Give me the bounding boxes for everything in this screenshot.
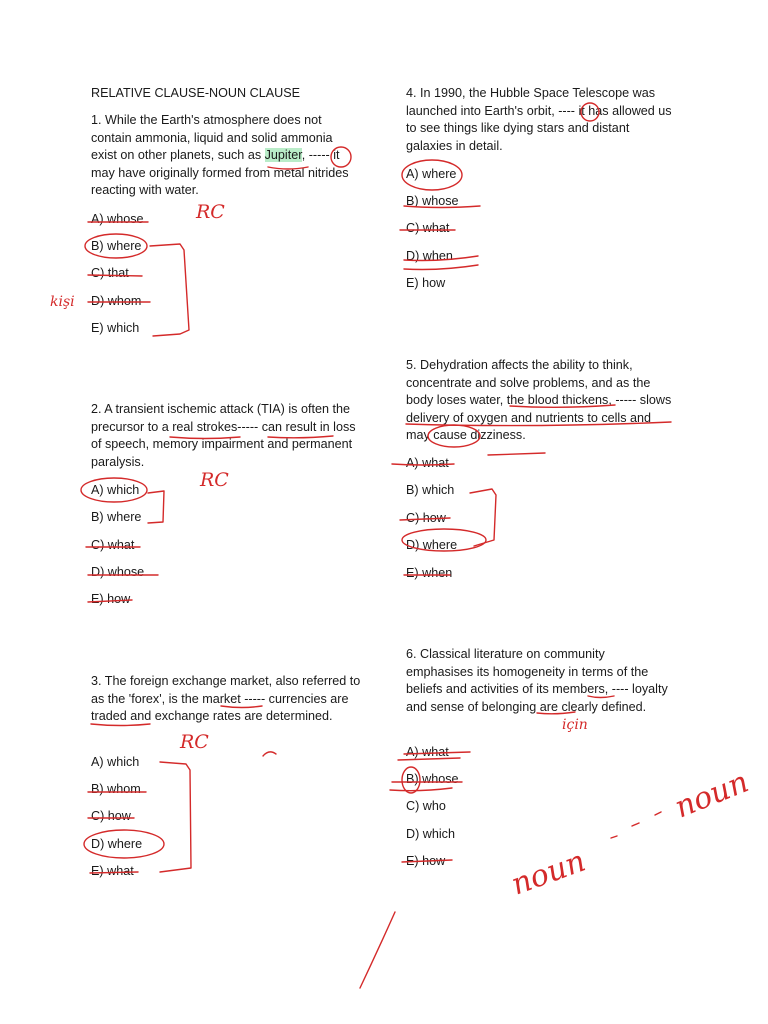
bracket-q1 [150, 244, 189, 336]
option-c[interactable]: C) who [406, 799, 446, 813]
option-d[interactable]: D) whom [91, 294, 142, 308]
option-b[interactable]: B) where [91, 510, 142, 524]
question-4-stem: 4. In 1990, the Hubble Space Telescope was launched into Earth's orbit, ---- it has allowed us to see things like dying stars and distant galaxies in detail. [406, 86, 672, 153]
option-a[interactable]: A) what [406, 745, 449, 759]
option-a[interactable]: A) which [91, 483, 140, 497]
margin-note-kisi: kişi [50, 294, 75, 310]
question-1-stem-part-a: 1. While the Earth's atmosphere does not contain ammonia, liquid and solid ammonia exist on other planets, such as [91, 113, 333, 162]
option-e[interactable]: E) how [406, 854, 446, 868]
option-b[interactable]: B) whom [91, 782, 141, 796]
long-stray-stroke [360, 912, 395, 988]
option-a[interactable]: A) whose [91, 212, 144, 226]
highlighted-word: Jupiter [264, 148, 302, 162]
option-c[interactable]: C) what [406, 221, 450, 235]
bracket-q3 [160, 762, 191, 872]
option-d[interactable]: D) which [406, 827, 455, 841]
option-a[interactable]: A) what [406, 456, 449, 470]
question-6-stem: 6. Classical literature on community emphasises its homogeneity in terms of the beliefs and activities of its members, ---- loyalty and sense of belonging are clearly defined. [406, 647, 668, 714]
worksheet-title: RELATIVE CLAUSE-NOUN CLAUSE [91, 86, 301, 100]
option-b[interactable]: B) which [406, 483, 455, 497]
option-b[interactable]: B) where [91, 239, 142, 253]
note-rc-q2: RC [200, 469, 229, 491]
question-5-stem: 5. Dehydration affects the ability to think, concentrate and solve problems, and as the body loses water, the blood thickens, ----- slows delivery of oxygen and nutrients to cells and may cause dizziness. [406, 358, 672, 442]
question-2-stem: 2. A transient ischemic attack (TIA) is often the precursor to a real strokes----- can result in loss of speech, memory impairment and permanent paralysis. [91, 402, 356, 469]
option-d[interactable]: D) when [406, 249, 453, 263]
option-c[interactable]: C) how [406, 511, 446, 525]
option-c[interactable]: C) what [91, 538, 135, 552]
option-e[interactable]: E) which [91, 321, 140, 335]
option-a[interactable]: A) where [406, 167, 457, 181]
option-b[interactable]: B) whose [406, 194, 459, 208]
question-5 [406, 357, 674, 580]
option-e[interactable]: E) what [91, 864, 134, 878]
option-b[interactable]: B) whose [406, 772, 459, 786]
stray-mark-q3 [263, 752, 276, 756]
dash-mark-3 [655, 812, 661, 815]
option-c[interactable]: C) that [91, 266, 129, 280]
dash-mark-2 [632, 823, 639, 826]
handwritten-noun-right: noun [669, 764, 754, 826]
option-e[interactable]: E) when [406, 566, 453, 580]
option-a[interactable]: A) which [91, 755, 140, 769]
note-rc-q3: RC [180, 731, 209, 753]
bracket-q5 [470, 489, 496, 546]
option-d[interactable]: D) where [406, 538, 458, 552]
stray-line-q5 [488, 453, 545, 455]
note-rc-q1: RC [196, 201, 225, 223]
bracket-q2 [148, 491, 164, 523]
dash-mark-1 [611, 836, 617, 838]
question-1-stem [91, 112, 361, 200]
note-icin-q6: için [562, 717, 588, 733]
option-e[interactable]: E) how [91, 592, 131, 606]
option-d[interactable]: D) whose [91, 565, 145, 579]
question-4 [406, 85, 674, 290]
option-d[interactable]: D) where [91, 837, 143, 851]
option-c[interactable]: C) how [91, 809, 131, 823]
handwritten-noun-left: noun [506, 843, 591, 903]
strike-q4-d-2 [404, 265, 478, 270]
option-e[interactable]: E) how [406, 276, 446, 290]
question-3-stem: 3. The foreign exchange market, also referred to as the 'forex', is the market ----- currencies are traded and exchange rates are determined. [91, 674, 361, 723]
question-1-stem-part-b: , ----- it may have originally formed from metal nitrides reacting with water. [91, 148, 349, 197]
